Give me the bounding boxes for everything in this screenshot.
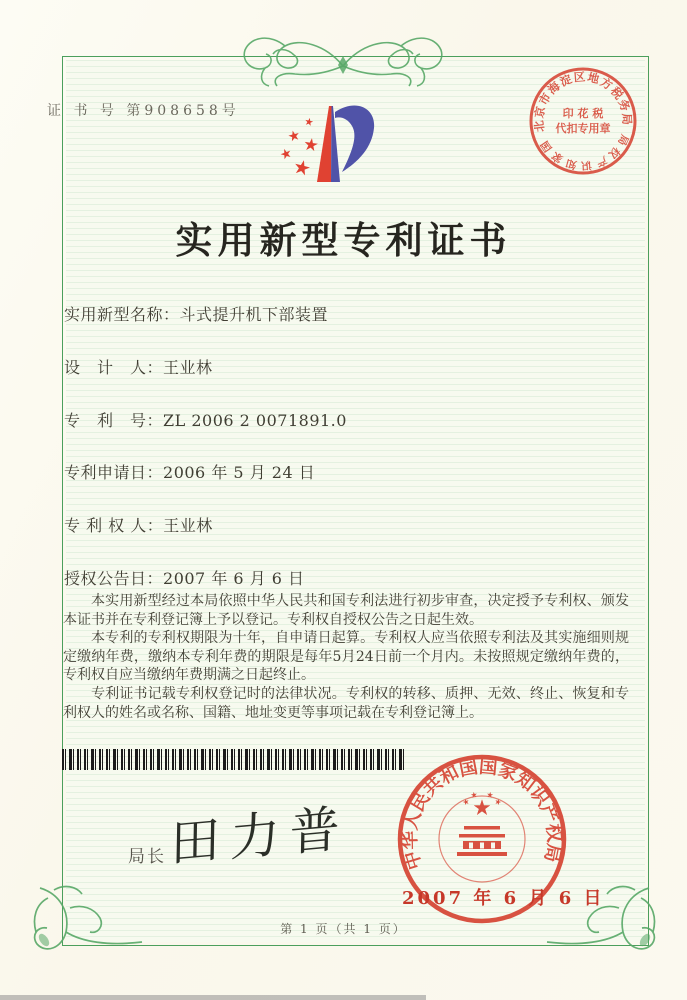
logo-p-swoosh (335, 105, 374, 172)
star-icon (304, 117, 313, 126)
certificate-title: 实用新型专利证书 (175, 218, 512, 262)
field-label: 设 计 人： (64, 358, 164, 377)
national-emblem (457, 791, 507, 856)
body-paragraph: 本实用新型经过本局依照中华人民共和国专利法进行初步审查，决定授予专利权、颁发本证书并在专利登记簿上予以登记。专利权自授权公告之日起生效。 (63, 593, 629, 628)
svg-text:局权产识知家国 (538, 132, 632, 172)
commissioner-signature: 田力普 (169, 799, 351, 874)
field-row-grant-date (64, 566, 624, 589)
tax-stamp-seal (526, 64, 640, 178)
commissioner-label: 局长 (128, 847, 166, 867)
field-row-patent-number (64, 408, 624, 431)
cnipa-logo (278, 86, 410, 192)
field-row-patentee (64, 513, 624, 536)
page-footer: 第 1 页（共 1 页） (280, 922, 407, 936)
office-seal-arc-text: 中华人民共和国国家知识产权局 (399, 756, 565, 872)
star-icon (304, 137, 319, 151)
tax-seal-center-line2: 代扣专用章 (555, 122, 611, 135)
body-paragraph: 本专利的专利权期限为十年，自申请日起算。专利权人应当依照专利法及其实施细则规定缴纳年费，缴纳本专利年费的期限是每年5月24日前一个月内。未按照规定缴纳年费的，专利权自应当缴纳年费期满之日起终止。 (63, 630, 629, 684)
field-label: 专 利 号： (64, 411, 164, 430)
field-value: 2006 年 5 月 24 日 (163, 463, 316, 482)
star-icon (287, 129, 300, 141)
field-value: 斗式提升机下部装置 (179, 305, 329, 324)
certificate-number: 证 书 号 第908658号 (47, 103, 240, 119)
field-value: 王业林 (163, 516, 213, 535)
seal-date: 2007 年 6 月 6 日 (402, 888, 605, 909)
field-value: ZL 2006 2 0071891.0 (163, 411, 347, 430)
barcode (62, 749, 404, 770)
field-row-designer (64, 355, 624, 378)
legal-text-block (63, 592, 629, 722)
field-row-filing-date (64, 460, 624, 483)
star-icon (293, 158, 311, 176)
field-row-utility-model-name (64, 302, 624, 325)
logo-red-wedge (317, 106, 332, 182)
tax-seal-top-arc-text: 北京市海淀区地方税务局 (531, 69, 635, 133)
field-value: 王业林 (163, 358, 213, 377)
field-label: 专利申请日： (64, 463, 164, 482)
body-paragraph: 专利证书记载专利权登记时的法律状况。专利权的转移、质押、无效、终止、恢复和专利权人的姓名或名称、国籍、地址变更等事项记载在专利登记簿上。 (63, 685, 629, 721)
tax-seal-bottom-arc-text: 局权产识知家国 (538, 132, 631, 172)
field-label: 专 利 权 人： (64, 516, 164, 535)
field-value: 2007 年 6 月 6 日 (163, 569, 305, 588)
field-label: 实用新型名称： (64, 305, 180, 324)
star-icon (279, 147, 292, 160)
field-label: 授权公告日： (64, 569, 164, 588)
tax-seal-center-line1: 印 花 税 (562, 107, 604, 120)
